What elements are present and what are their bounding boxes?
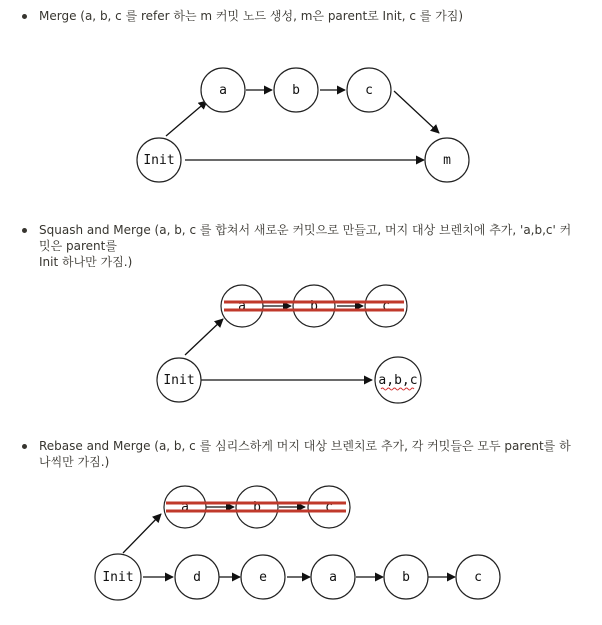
node-c2-label: c (474, 570, 482, 585)
node-a (201, 68, 245, 112)
node-b-label: b (310, 299, 318, 314)
node-e (241, 555, 285, 599)
node-c-label: c (325, 500, 333, 515)
node-init (157, 358, 201, 402)
node-c (308, 486, 350, 528)
node-a-label: a (219, 83, 227, 98)
node-a (221, 285, 263, 327)
node-a2-label: a (329, 570, 337, 585)
node-c-label: c (365, 83, 373, 98)
node-c-label: c (382, 299, 390, 314)
node-c (347, 68, 391, 112)
edge-c-m (394, 91, 439, 133)
squash-diagram (0, 270, 602, 420)
node-b (236, 486, 278, 528)
edge-init-a (185, 319, 223, 355)
node-b2 (384, 555, 428, 599)
node-a (164, 486, 206, 528)
node-b-label: b (253, 500, 261, 515)
node-abc (375, 357, 421, 403)
node-c2 (456, 555, 500, 599)
bullet-squash-line2: Init 하나만 가짐.) (39, 255, 133, 269)
node-b (293, 285, 335, 327)
node-m (425, 138, 469, 182)
node-a-label: a (181, 500, 189, 515)
node-init-label: Init (102, 570, 134, 585)
node-a2 (311, 555, 355, 599)
bullet-dot (22, 444, 27, 449)
node-init-label: Init (143, 153, 175, 168)
node-init (137, 138, 181, 182)
node-b-label: b (292, 83, 300, 98)
node-b (274, 68, 318, 112)
node-d (175, 555, 219, 599)
node-d-label: d (193, 570, 201, 585)
edge-init-a (166, 101, 207, 136)
bullet-dot (22, 228, 27, 233)
bullet-squash (22, 222, 582, 270)
bullet-merge-text: Merge (a, b, c 를 refer 하는 m 커밋 노드 생성, m은 parent로 Init, c 를 가짐) (39, 9, 464, 23)
edge-init-a (123, 514, 161, 553)
node-c (365, 285, 407, 327)
node-e-label: e (259, 570, 267, 585)
node-m-label: m (443, 153, 451, 168)
merge-diagram (0, 0, 602, 200)
node-abc-label: a,b,c (378, 373, 418, 388)
rebase-diagram (0, 470, 602, 620)
node-a-label: a (238, 299, 246, 314)
bullet-rebase-text: Rebase and Merge (a, b, c 를 심리스하게 머지 대상 브렌치로 추가, 각 커밋들은 모두 parent를 하나씩만 가짐.) (39, 439, 571, 469)
node-b2-label: b (402, 570, 410, 585)
bullet-squash-line1: Squash and Merge (a, b, c 를 합쳐서 새로운 커밋으로 만들고, 머지 대상 브렌치에 추가, 'a,b,c' 커밋은 parent를 (39, 223, 572, 253)
node-init (95, 554, 141, 600)
node-init-label: Init (163, 373, 195, 388)
bullet-rebase (22, 438, 582, 470)
